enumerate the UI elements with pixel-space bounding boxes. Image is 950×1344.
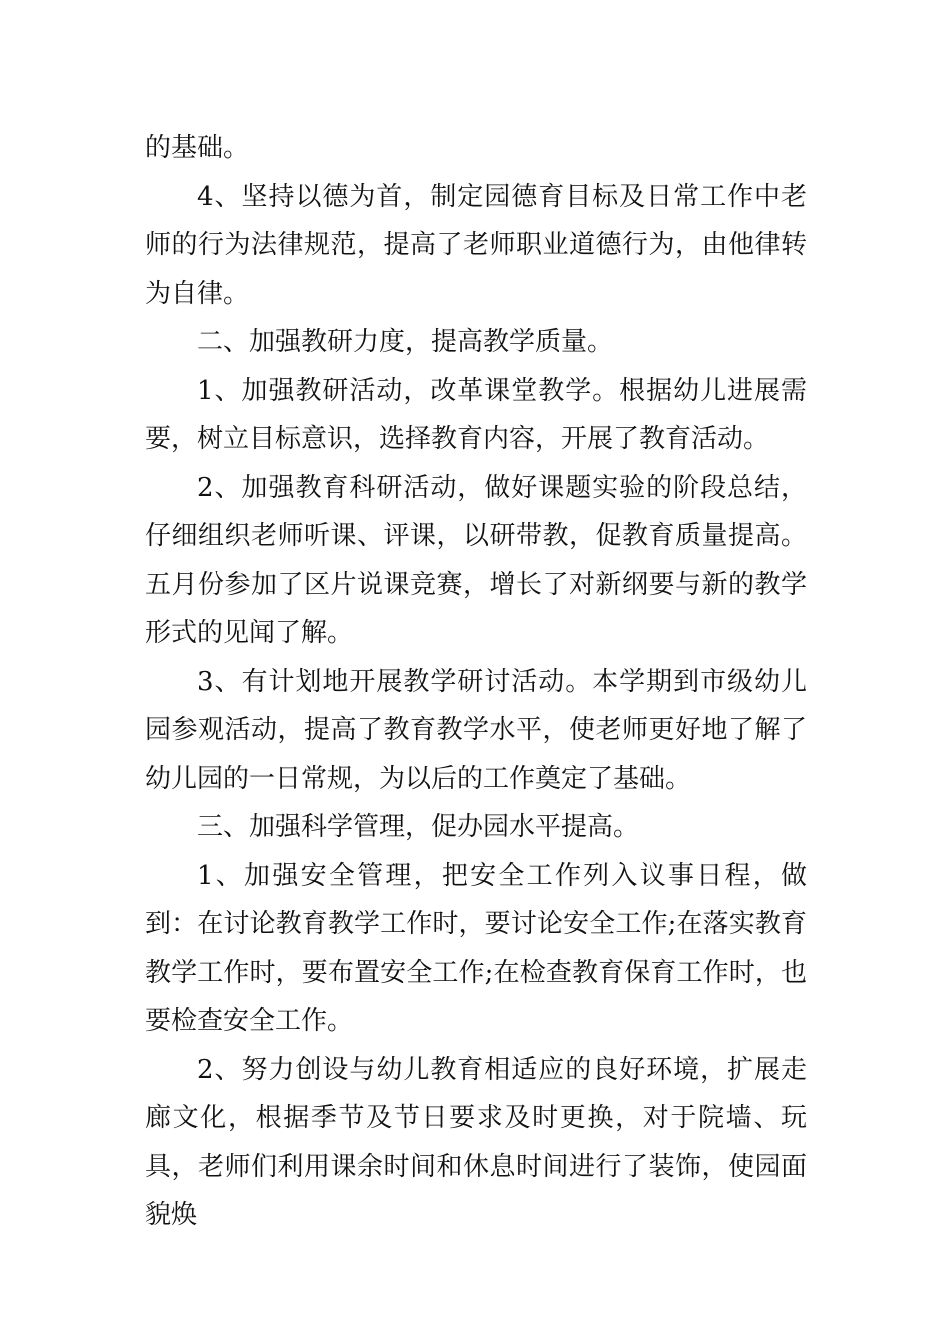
section-heading-3: 三、加强科学管理，促办园水平提高。 [197,812,640,842]
paragraph-item-3-seminar: 3、有计划地开展教学研讨活动。本学期到市级幼儿园参观活动，提高了教育教学水平，使老师更好地了解了幼儿园的一日常规，为以后的工作奠定了基础。 [145,666,807,794]
paragraph-item-2-environment: 2、努力创设与幼儿教育相适应的良好环境，扩展走廊文化，根据季节及节日要求及时更换，对于院墙、玩具，老师们利用课余时间和休息时间进行了装饰，使园面貌焕 [145,1054,807,1230]
document-body [145,124,807,1240]
paragraph-item-1-teaching: 1、加强教研活动，改革课堂教学。根据幼儿进展需要，树立目标意识，选择教育内容，开展了教育活动。 [145,375,807,454]
paragraph-item-2-research: 2、加强教育科研活动，做好课题实验的阶段总结，仔细组织老师听课、评课，以研带教，促教育质量提高。五月份参加了区片说课竞赛，增长了对新纲要与新的教学形式的见闻了解。 [145,472,807,648]
paragraph-continuation: 的基础。 [145,133,250,163]
section-heading-2: 二、加强教研力度，提高教学质量。 [197,327,614,357]
paragraph-item-4-moral: 4、坚持以德为首，制定园德育目标及日常工作中老师的行为法律规范，提高了老师职业道德行为，由他律转为自律。 [145,181,807,309]
paragraph-item-1-safety: 1、加强安全管理，把安全工作列入议事日程，做到：在讨论教育教学工作时，要讨论安全工作;在落实教育教学工作时，要布置安全工作;在检查教育保育工作时，也要检查安全工作。 [145,860,807,1036]
